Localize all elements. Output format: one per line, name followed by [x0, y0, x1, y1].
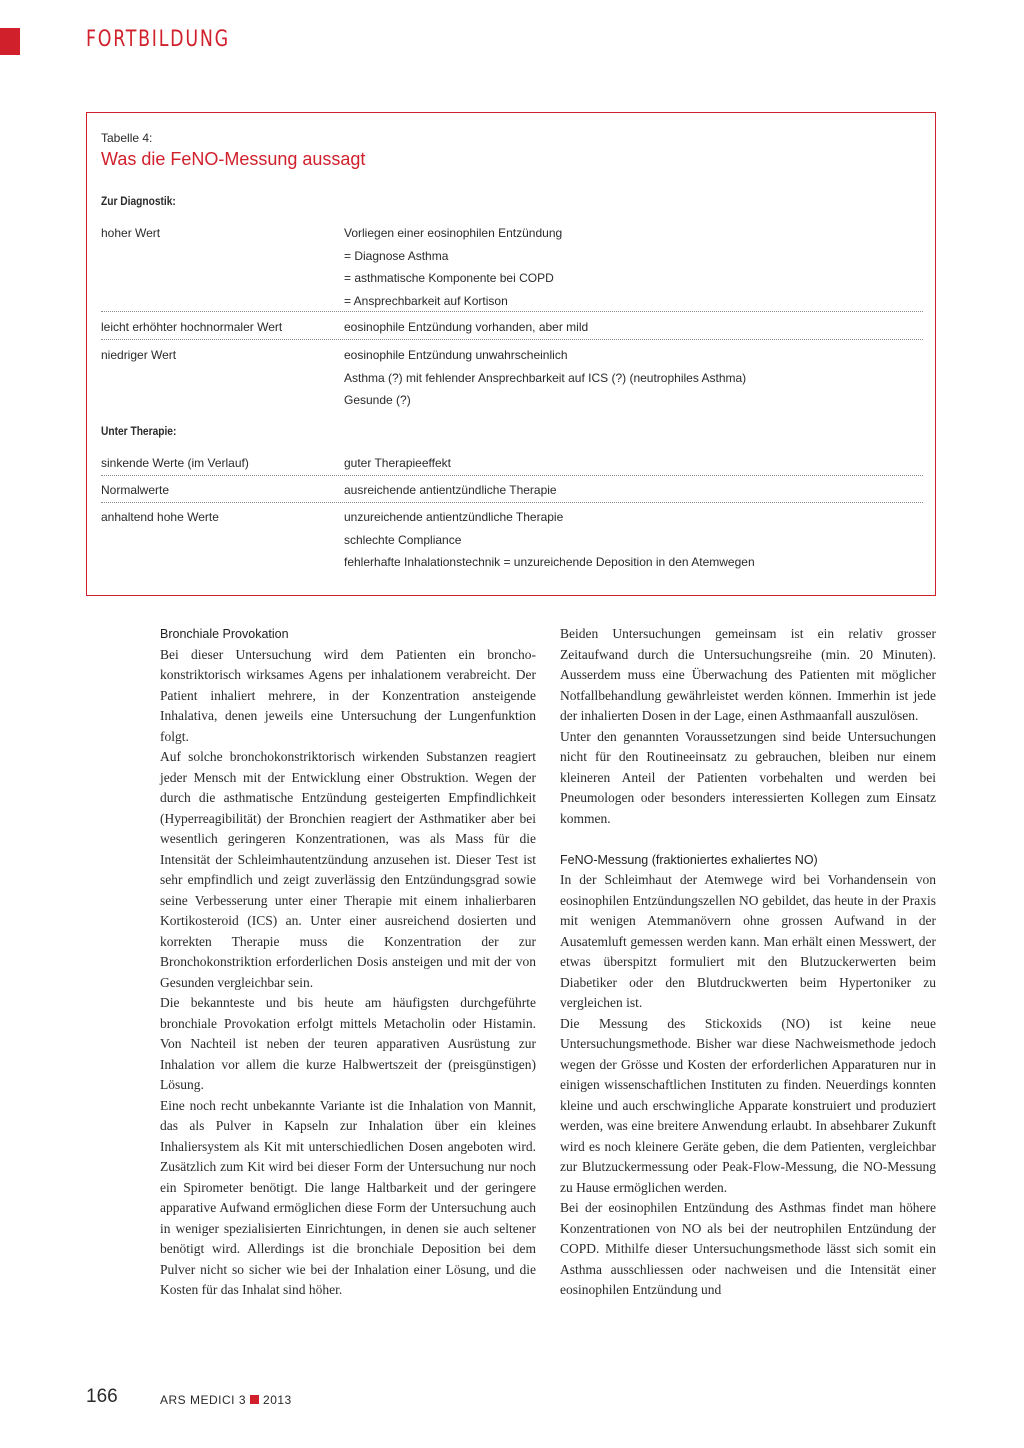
table-row-label: hoher Wert — [101, 226, 161, 240]
table-row-value — [344, 344, 746, 412]
table-row-value — [344, 316, 588, 339]
paragraph: In der Schleimhaut der Atemwege wird bei Vorhandensein von eosinophilen Entzündungszellen NO gebildet, das heute in der Praxis mit wenigen Atemmanövern ohne grossen Aufwand in der Ausatemluft gemessen werden kann. Man erhält einen Messwert, der etwas überspitzt formuliert mit den Blutzuckerwerten beim Diabetiker oder den Blutdruckwerten beim Hypertoniker zu vergleichen ist. — [560, 872, 936, 1010]
paragraph: Auf solche bronchokonstriktorisch wirkenden Substanzen reagiert jeder Mensch mit der Entwicklung einer Obstruktion. Wegen der durch die asthmatische Entzündung gesteigerten Empfindlichkeit (Hyperreagibilität) der Bronchien reagiert der Asthmatiker aber bei wesentlich geringeren Konzentrationen, was als Mass für die Intensität der Schleimhautentzündung anzusehen ist. Dieser Test ist sehr empfindlich und zeigt zuverlässig den Entzündungsgrad sowie seine Verbesserung unter einer Therapie mit einem inhalierbaren Kortikosteroid (ICS) an. Unter einer ausreichend dosierten und korrekten Therapie muss die Konzentration der zur Bronchokonstriktion erforderlichen Dosis ansteigen und mit der von Gesunden vergleichbar sein. — [160, 749, 536, 990]
paragraph: Die Messung des Stickoxids (NO) ist keine neue Untersuchungsmethode. Bisher war diese Nachweismethode jedoch wegen der Grösse und Kosten der erforderlichen Apparaturen nur in einigen wissenschaftlichen Instituten zu finden. Neuerdings konnten kleine und auch erschwingliche Apparate konstruiert und produziert werden, was eine breitere Anwendung erlaubt. In absehbarer Zukunft wird es noch kleinere Geräte geben, die dem Patienten, vergleichbar zur Blutzuckermessung oder Peak-Flow-Messung, die NO-Messung zu Hause ermöglichen werden. — [560, 1015, 936, 1195]
table-row-value — [344, 452, 451, 475]
table-heading: Was die FeNO-Messung aussagt — [101, 149, 366, 169]
paragraph: Eine noch recht unbekannte Variante ist die Inhalation von Mannit, das als Pulver in Kapseln zur Inhalation über ein kleines Inhaliersystem als Kit mit unterschiedlichen Dosen angeboten wird. Zusätzlich zum Kit wird bei dieser Form der Untersuchung nur noch ein Spirometer benötigt. Die lange Haltbarkeit und der geringere apparative Aufwand ermöglichen diese Form der Untersuchung auch in weniger spezialisierten Einrichtungen, in denen sie auch seltener benötigt wird. Allerdings ist die bronchiale Deposition bei dem Pulver nicht so sicher wie bei der Inhalation einer Lösung, und die Kosten für das Inhalat sind höher. — [160, 1097, 536, 1297]
paragraph: Bei der eosinophilen Entzündung des Asthmas findet man höhere Konzentrationen von NO als bei der neutrophilen Entzündung der COPD. Mithilfe dieser Untersuchungsmethode lässt sich somit ein Asthma ausschliessen oder nachweisen und die Intensität einer eosinophilen Entzündung und — [560, 1200, 936, 1297]
value-line: schlechte Compliance — [344, 532, 462, 547]
row-divider — [101, 502, 923, 503]
value-line: = Ansprechbarkeit auf Kortison — [344, 293, 508, 308]
paragraph: Beiden Untersuchungen gemeinsam ist ein relativ grosser Zeitaufwand durch die Untersuchungsreihe (min. 20 Minuten). Ausserdem muss eine Überwachung des Patienten mit möglicher Notfallbehandlung gewährleistet werden können. Immerhin ist jede der inhalierten Dosen in der Lage, einen Asthmaanfall auszulösen. — [560, 626, 936, 723]
value-line: unzureichende antientzündliche Therapie — [344, 510, 564, 524]
paragraph: Bei dieser Untersuchung wird dem Patienten ein broncho-konstriktorisch wirksames Agens per inhalationem verabreicht. Der Patient inhaliert mehrere, in der Konzentration ansteigende Inhalativa, denen jeweils eine Untersuchung der Lungenfunktion folgt. — [160, 646, 536, 744]
section-marker — [0, 28, 20, 55]
section-heading: Bronchiale Provokation — [160, 627, 289, 641]
table-row-label: leicht erhöhter hochnormaler Wert — [101, 320, 283, 334]
separator-square — [250, 1395, 259, 1404]
value-line: Vorliegen einer eosinophilen Entzündung — [344, 226, 563, 240]
right-column — [560, 624, 936, 1301]
journal-name: ARS MEDICI 3 — [160, 1393, 247, 1407]
row-divider — [101, 311, 923, 312]
row-divider — [101, 475, 923, 476]
table-label: Tabelle 4: — [101, 131, 153, 145]
value-line: eosinophile Entzündung vorhanden, aber mild — [344, 320, 589, 334]
value-line: = asthmatische Komponente bei COPD — [344, 271, 554, 285]
section-heading: FeNO-Messung (fraktioniertes exhaliertes NO) — [560, 852, 818, 867]
left-column — [160, 624, 536, 1301]
table-row-label: anhaltend hohe Werte — [101, 510, 219, 524]
value-line: Gesunde (?) — [344, 393, 411, 407]
spacer — [560, 829, 936, 850]
table-row-value — [344, 222, 562, 312]
value-line: Asthma (?) mit fehlender Ansprechbarkeit auf ICS (?) (neutrophiles Asthma) — [344, 370, 747, 385]
table-row-label: niedriger Wert — [101, 348, 177, 362]
table-row-value — [344, 506, 755, 574]
journal-year: 2013 — [263, 1393, 292, 1407]
value-line: fehlerhafte Inhalationstechnik = unzureichende Deposition in den Atemwegen — [344, 555, 755, 569]
table-section-diagnostik: Zur Diagnostik: — [101, 194, 176, 208]
table-row-label: Normalwerte — [101, 483, 170, 497]
section-title: FORTBILDUNG — [86, 27, 230, 52]
value-line: eosinophile Entzündung unwahrscheinlich — [344, 348, 568, 362]
paragraph: Unter den genannten Voraussetzungen sind beide Untersuchungen nicht für den Routineeinsatz zu gebrauchen, bleiben nur einem kleineren Anteil der Patienten vorbehalten und werden bei Pneumologen oder besonders interessierten Kollegen zum Einsatz kommen. — [560, 728, 936, 826]
page-number: 166 — [86, 1386, 118, 1407]
value-line: ausreichende antientzündliche Therapie — [344, 483, 557, 497]
row-divider — [101, 339, 923, 340]
paragraph: Die bekannteste und bis heute am häufigsten durchgeführte bronchiale Provokation erfolgt mittels Metacholin oder Histamin. Von Nachteil ist neben der teuren apparativen Ausrüstung zur Inhalation vor allem die kurze Halbwertszeit der (preisgünstigen) Lösung. — [160, 995, 536, 1092]
table-box — [86, 112, 936, 596]
journal-info — [160, 1393, 292, 1407]
table-row-label: sinkende Werte (im Verlauf) — [101, 456, 249, 470]
value-line: = Diagnose Asthma — [344, 248, 449, 263]
value-line: guter Therapieeffekt — [344, 456, 451, 470]
table-row-value — [344, 479, 557, 502]
table-section-therapie: Unter Therapie: — [101, 424, 177, 438]
